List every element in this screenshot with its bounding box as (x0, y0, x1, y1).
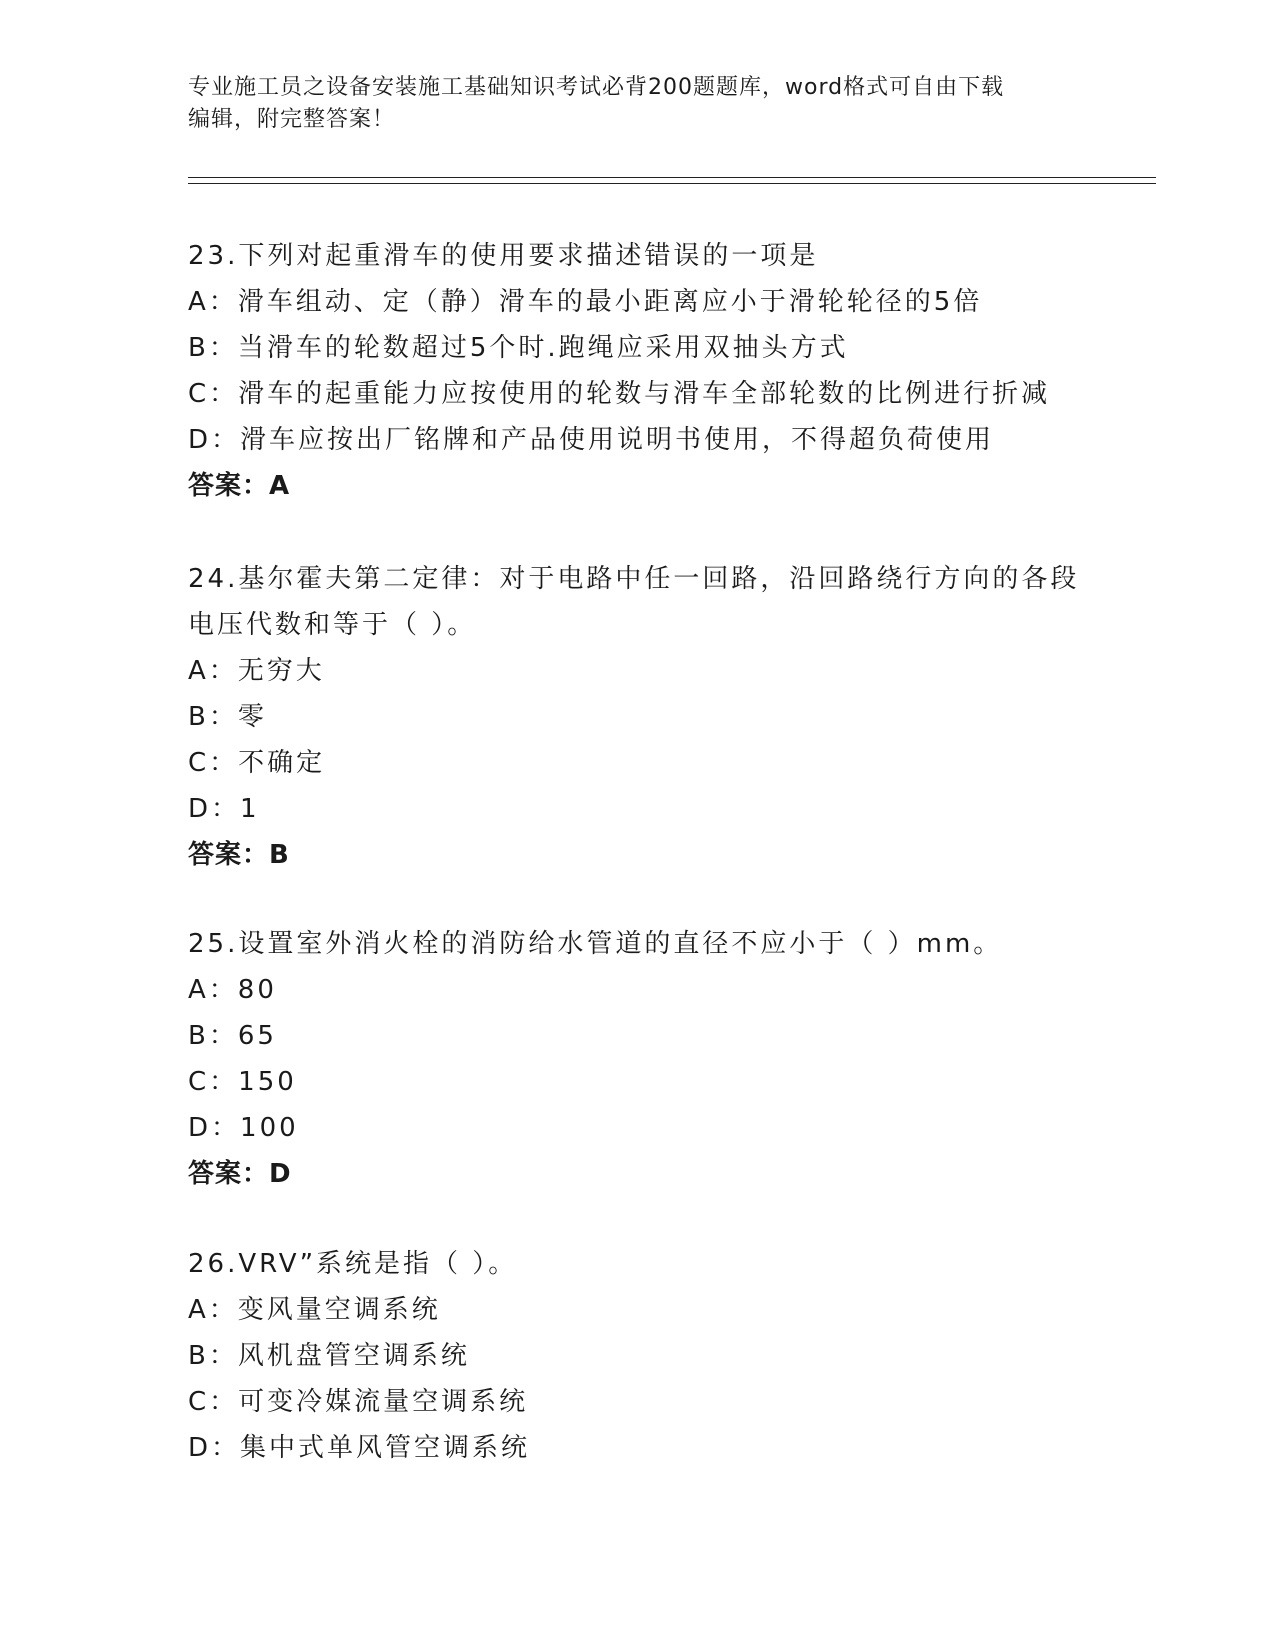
option-b: B：当滑车的轮数超过5个时.跑绳应采用双抽头方式 (188, 333, 849, 363)
option-d: D：1 (188, 794, 260, 824)
header-line-1: 专业施工员之设备安装施工基础知识考试必背200题题库，word格式可自由下载 (188, 75, 1005, 100)
option-a: A：80 (188, 975, 277, 1005)
option-a: A：滑车组动、定（静）滑车的最小距离应小于滑轮轮径的5倍 (188, 287, 983, 317)
option-b: B：65 (188, 1021, 277, 1051)
question-24 (188, 556, 1118, 878)
question-stem: 24.基尔霍夫第二定律：对于电路中任一回路，沿回路绕行方向的各段 (188, 564, 1080, 594)
option-a: A：变风量空调系统 (188, 1295, 441, 1325)
option-b: B：风机盘管空调系统 (188, 1341, 470, 1371)
header-divider-bottom (188, 183, 1156, 184)
question-stem: 25.设置室外消火栓的消防给水管道的直径不应小于（ ）mm。 (188, 929, 1003, 959)
option-c: C：可变冷媒流量空调系统 (188, 1387, 529, 1417)
document-header (188, 72, 1088, 136)
question-stem: 23.下列对起重滑车的使用要求描述错误的一项是 (188, 241, 819, 271)
option-c: C：不确定 (188, 748, 326, 778)
question-25 (188, 921, 1118, 1197)
option-b: B：零 (188, 702, 267, 732)
option-c: C：滑车的起重能力应按使用的轮数与滑车全部轮数的比例进行折减 (188, 379, 1051, 409)
question-stem: 26.VRV”系统是指（ ）。 (188, 1249, 518, 1279)
header-line-2: 编辑，附完整答案！ (188, 107, 396, 132)
question-26 (188, 1241, 1118, 1471)
answer: 答案：B (188, 840, 290, 870)
option-d: D：集中式单风管空调系统 (188, 1433, 531, 1463)
header-divider-top (188, 177, 1156, 178)
question-23 (188, 233, 1118, 509)
option-c: C：150 (188, 1067, 297, 1097)
option-a: A：无穷大 (188, 656, 325, 686)
answer: 答案：D (188, 1159, 292, 1189)
option-d: D：100 (188, 1113, 299, 1143)
question-stem-continued: 电压代数和等于（ ）。 (188, 610, 477, 640)
option-d: D：滑车应按出厂铭牌和产品使用说明书使用，不得超负荷使用 (188, 425, 995, 455)
answer: 答案：A (188, 471, 291, 501)
